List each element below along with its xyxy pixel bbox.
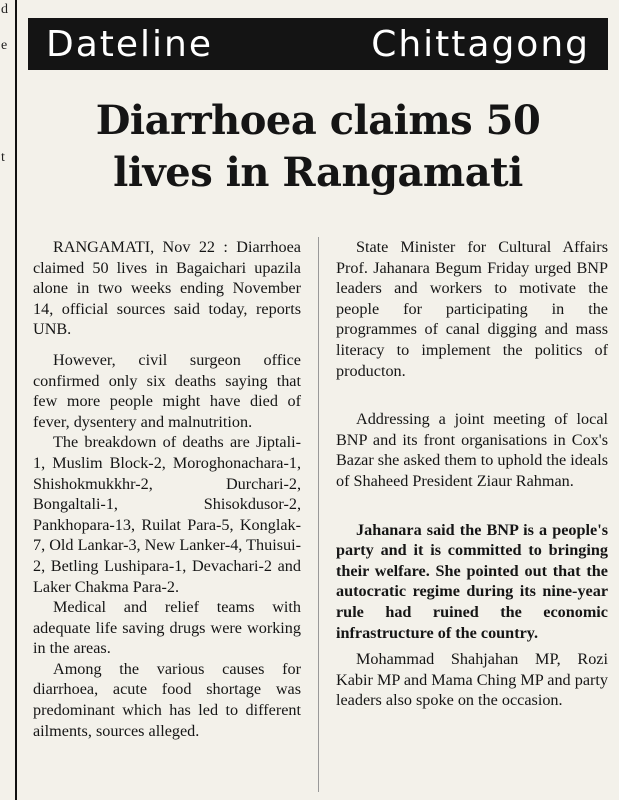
dateline-label: Dateline	[46, 23, 214, 65]
headline-line-1: Diarrhoea claims 50	[95, 97, 541, 144]
article-paragraph: Addressing a joint meeting of local BNP and its front organisations in Cox's Bazar she asked them to uphold the ideals of Shaheed President Ziaur Rahman.	[336, 410, 608, 490]
article-paragraph: Among the various causes for diarrhoea, acute food shortage was predominant which has led to different ailments, sources alleged.	[33, 659, 301, 740]
dateline-city: Chittagong	[371, 23, 590, 65]
article-paragraph: However, civil surgeon office confirmed only six deaths saying that few more people might have died of fever, dysentery and malnutrition.	[33, 350, 301, 431]
margin-fragment: d	[1, 2, 8, 17]
column-rule	[15, 0, 17, 800]
headline-line-2: lives in Rangamati	[113, 149, 523, 196]
margin-fragment: e	[1, 38, 8, 53]
article-paragraph: RANGAMATI, Nov 22 : Diarrhoea claimed 50 lives in Bagaichari upazila alone in two weeks ending November 14, official sources said today, reports UNB.	[33, 238, 301, 339]
margin-fragment: t	[1, 150, 5, 165]
article-paragraph: State Minister for Cultural Affairs Prof. Jahanara Begum Friday urged BNP leaders and workers to motivate the people for participating in the programmes of canal digging and mass literacy to implement the politics of producton.	[336, 238, 608, 380]
article-paragraph: The breakdown of deaths are Jiptali-1, Muslim Block-2, Moroghonachara-1, Shishokmukkhr-2, Durchari-2, Bongaltali-1, Shisokdusor-2, Pankhopara-13, Ruilat Para-5, Konglak-7, Old Lankar-3, New Lanker-4, Thuisui-2, Betling Lushipara-1, Devachari-2 and Laker Chakma Para-2.	[33, 433, 301, 596]
article-headline	[28, 95, 608, 199]
adjacent-column-fragment	[0, 0, 12, 800]
article-paragraph: Mohammad Shahjahan MP, Rozi Kabir MP and Mama Ching MP and party leaders also spoke on the occasion.	[336, 650, 608, 710]
left-article-column	[33, 237, 301, 741]
article-paragraph: Medical and relief teams with adequate life saving drugs were working in the areas.	[33, 598, 301, 658]
article-paragraph: Jahanara said the BNP is a people's party and it is committed to bringing their welfare. She pointed out that the autocratic regime during its nine-year rule had ruined the economic infrastructure of the country.	[336, 520, 608, 642]
column-divider	[318, 237, 319, 792]
right-article-column	[336, 237, 608, 711]
dateline-banner	[28, 18, 608, 70]
